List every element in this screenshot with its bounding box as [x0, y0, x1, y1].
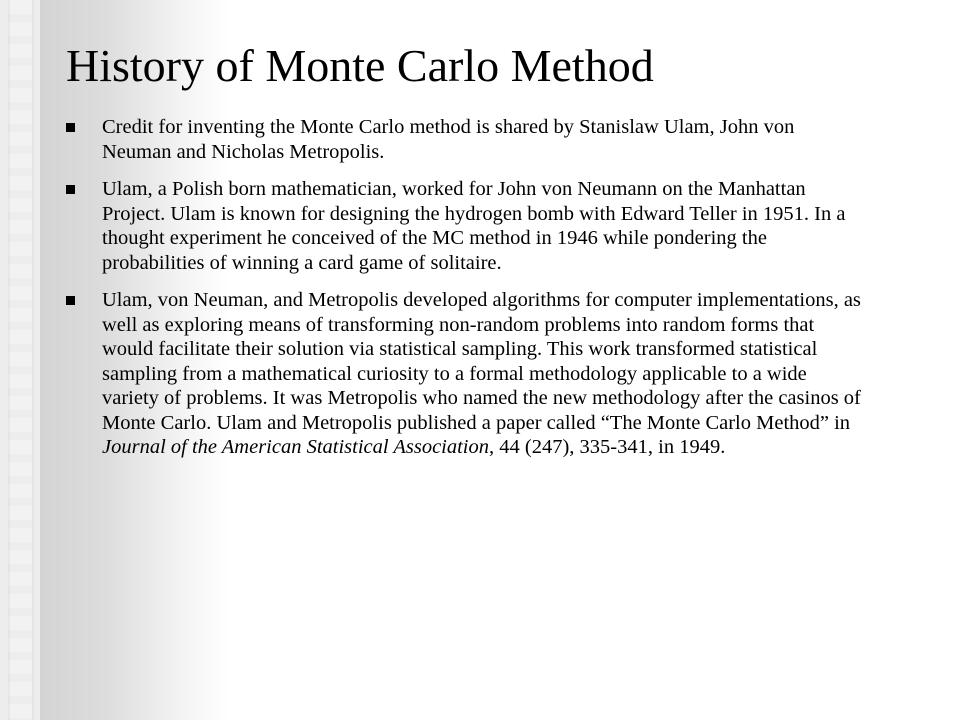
bullet-text [102, 289, 861, 458]
bullet-text-after: , 44 (247), 335-341, in 1949. [489, 436, 726, 458]
journal-title: Journal of the American Statistical Association [102, 436, 490, 458]
bullet-text: Credit for inventing the Monte Carlo method is shared by Stanislaw Ulam, John von Neuman and Nicholas Metropolis. [102, 116, 795, 163]
square-bullet-icon [66, 185, 75, 194]
background-squares-overlay [0, 0, 40, 720]
bullet-list [66, 115, 866, 473]
bullet-item [66, 115, 866, 164]
bullet-item [66, 288, 866, 460]
bullet-text-before: Ulam, von Neuman, and Metropolis developed algorithms for computer implementations, as well as exploring means of transforming non-random problems into random forms that would facilitate their solution via statistical sampling. This work transformed statistical sampling from a mathematical curiosity to a formal methodology applicable to a wide variety of problems. It was Metropolis who named the new methodology after the casinos of Monte Carlo. Ulam and Metropolis published a paper called “The Monte Carlo Method” in [102, 289, 861, 434]
square-bullet-icon [66, 296, 75, 305]
bullet-item [66, 177, 866, 275]
bullet-text: Ulam, a Polish born mathematician, worked for John von Neumann on the Manhattan Project. Ulam is known for designing the hydrogen bomb with Edward Teller in 1951. In a thought experiment he conceived of the MC method in 1946 while pondering the probabilities of winning a card game of solitaire. [102, 178, 846, 274]
square-bullet-icon [66, 123, 75, 132]
slide-title: History of Monte Carlo Method [66, 40, 654, 91]
